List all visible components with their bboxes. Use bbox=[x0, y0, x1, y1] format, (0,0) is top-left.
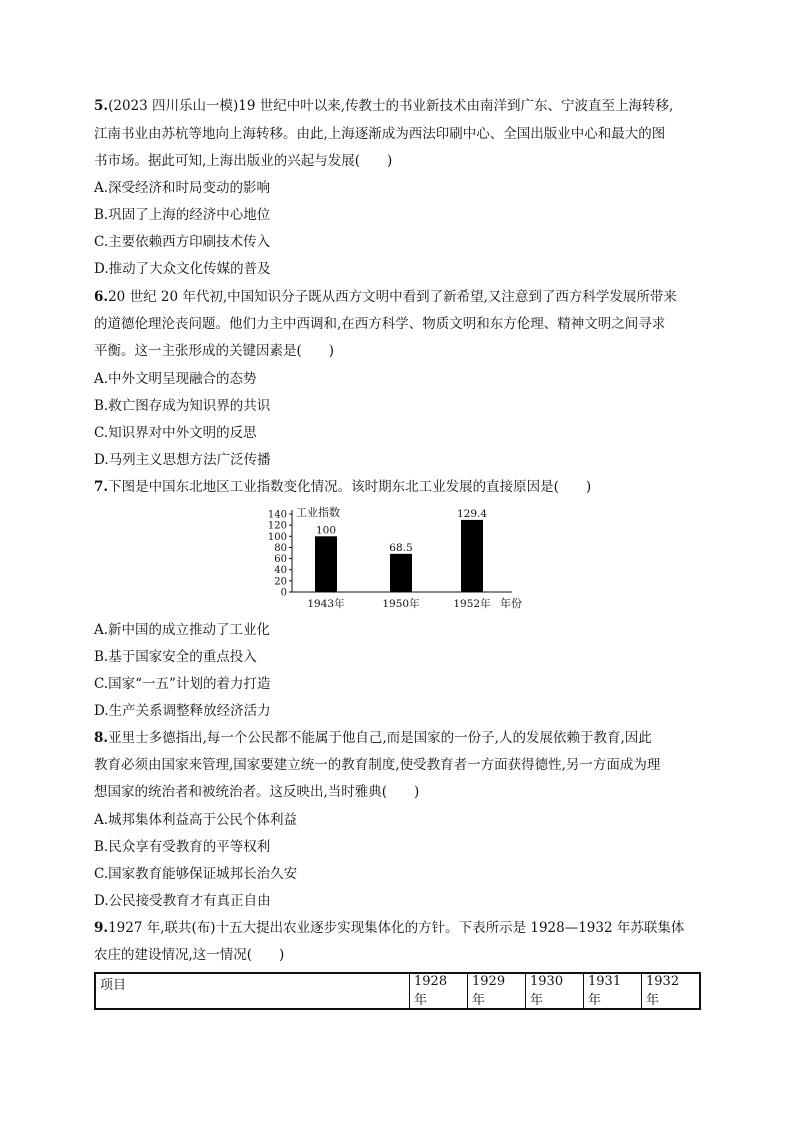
q8-line-3: 想国家的统治者和被统治者。这反映出,当时雅典( ) bbox=[94, 784, 420, 800]
q7-option-d[interactable]: D.生产关系调整释放经济活力 bbox=[94, 703, 271, 719]
q8-line-2: 教育必须由国家来管理,国家要建立统一的教育制度,使受教育者一方面获得德性,另一方面成为理 bbox=[94, 757, 661, 773]
q7-line-1 bbox=[94, 477, 591, 497]
q8-option-b[interactable]: B.民众享有受教育的平等权利 bbox=[94, 839, 271, 855]
q8-number: 8. bbox=[94, 730, 109, 746]
table-header-cell: 1928 年 bbox=[410, 973, 468, 1009]
q6-line-1 bbox=[94, 287, 677, 307]
table-header-cell: 项目 bbox=[95, 973, 410, 1009]
q5-line-2: 江南书业由苏杭等地向上海转移。由此,上海逐渐成为西法印刷中心、全国出版业中心和最大的图 bbox=[94, 126, 666, 142]
x-axis-label: 年份 bbox=[500, 597, 522, 610]
q6-option-b[interactable]: B.救亡图存成为知识界的共识 bbox=[94, 398, 271, 414]
q6-option-d[interactable]: D.马列主义思想方法广泛传播 bbox=[94, 452, 271, 468]
y-tick-label: 40 bbox=[274, 565, 287, 577]
q6-text: 20 世纪 20 年代初,中国知识分子既从西方文明中看到了新希望,又注意到了西方科学发展所带来 bbox=[108, 289, 677, 305]
q8-option-a[interactable]: A.城邦集体利益高于公民个体利益 bbox=[94, 812, 298, 828]
q6-line-3: 平衡。这一主张形成的关键因素是( ) bbox=[94, 343, 335, 359]
q6-number: 6. bbox=[94, 289, 109, 305]
y-tick-label: 100 bbox=[267, 531, 287, 543]
table-header-cell: 1931 年 bbox=[584, 973, 642, 1009]
industry-index-bar-chart bbox=[262, 504, 552, 614]
y-tick-label: 20 bbox=[274, 576, 287, 588]
table-header-cell: 1930 年 bbox=[526, 973, 584, 1009]
q9-text: 1927 年,联共(布)十五大提出农业逐步实现集体化的方针。下表所示是 1928—1932 年苏联集体 bbox=[108, 920, 685, 936]
q9-line-2: 农庄的建设情况,这一情况( ) bbox=[94, 947, 285, 963]
q5-number: 5. bbox=[94, 98, 109, 114]
x-category-label: 1950年 bbox=[382, 598, 420, 610]
q5-option-c[interactable]: C.主要依赖西方印刷技术传入 bbox=[94, 234, 271, 250]
table-header-cell: 1929 年 bbox=[468, 973, 526, 1009]
x-category-label: 1943年 bbox=[307, 598, 345, 610]
q9-number: 9. bbox=[94, 920, 109, 936]
y-tick-label: 80 bbox=[274, 542, 287, 554]
bar bbox=[315, 536, 337, 592]
q7-option-c[interactable]: C.国家“一五”计划的着力打造 bbox=[94, 676, 271, 692]
y-tick-label: 60 bbox=[274, 554, 287, 566]
bar bbox=[390, 554, 412, 592]
q8-text: 亚里士多德指出,每一个公民都不能属于他自己,而是国家的一份子,人的发展依赖于教育,因此 bbox=[108, 730, 652, 746]
y-tick-label: 140 bbox=[267, 509, 287, 521]
y-axis-label: 工业指数 bbox=[296, 506, 340, 519]
x-category-label: 1952年 bbox=[453, 598, 491, 610]
q6-option-a[interactable]: A.中外文明呈现融合的态势 bbox=[94, 371, 257, 387]
bar-value-label: 68.5 bbox=[389, 541, 413, 554]
table-header-cell: 1932 年 bbox=[642, 973, 701, 1009]
q8-option-c[interactable]: C.国家教育能够保证城邦长治久安 bbox=[94, 866, 298, 882]
q5-line-1 bbox=[94, 96, 673, 116]
y-tick-label: 0 bbox=[280, 587, 287, 599]
y-tick-label: 120 bbox=[267, 520, 287, 532]
bar bbox=[461, 520, 483, 592]
q7-text: 下图是中国东北地区工业指数变化情况。该时期东北工业发展的直接原因是( ) bbox=[108, 479, 592, 495]
q6-line-2: 的道德伦理沦丧问题。他们力主中西调和,在西方科学、物质文明和东方伦理、精神文明之间寻求 bbox=[94, 316, 666, 332]
table-header-row bbox=[95, 973, 700, 1009]
q7-option-b[interactable]: B.基于国家安全的重点投入 bbox=[94, 649, 257, 665]
q5-line-3: 书市场。据此可知,上海出版业的兴起与发展( ) bbox=[94, 153, 393, 169]
q9-line-1 bbox=[94, 918, 684, 938]
q5-option-b[interactable]: B.巩固了上海的经济中心地位 bbox=[94, 207, 271, 223]
q7-option-a[interactable]: A.新中国的成立推动了工业化 bbox=[94, 622, 271, 638]
q5-text: (2023 四川乐山一模)19 世纪中叶以来,传教士的书业新技术由南洋到广东、宁波直至上海转移, bbox=[108, 98, 674, 114]
q7-number: 7. bbox=[94, 479, 109, 495]
q5-option-a[interactable]: A.深受经济和时局变动的影响 bbox=[94, 180, 271, 196]
q5-option-d[interactable]: D.推动了大众文化传媒的普及 bbox=[94, 261, 271, 277]
q6-option-c[interactable]: C.知识界对中外文明的反思 bbox=[94, 425, 257, 441]
bar-value-label: 129.4 bbox=[456, 507, 488, 520]
q9-table bbox=[94, 972, 701, 1010]
q8-option-d[interactable]: D.公民接受教育才有真正自由 bbox=[94, 893, 271, 909]
bar-value-label: 100 bbox=[315, 524, 337, 537]
q8-line-1 bbox=[94, 728, 652, 748]
